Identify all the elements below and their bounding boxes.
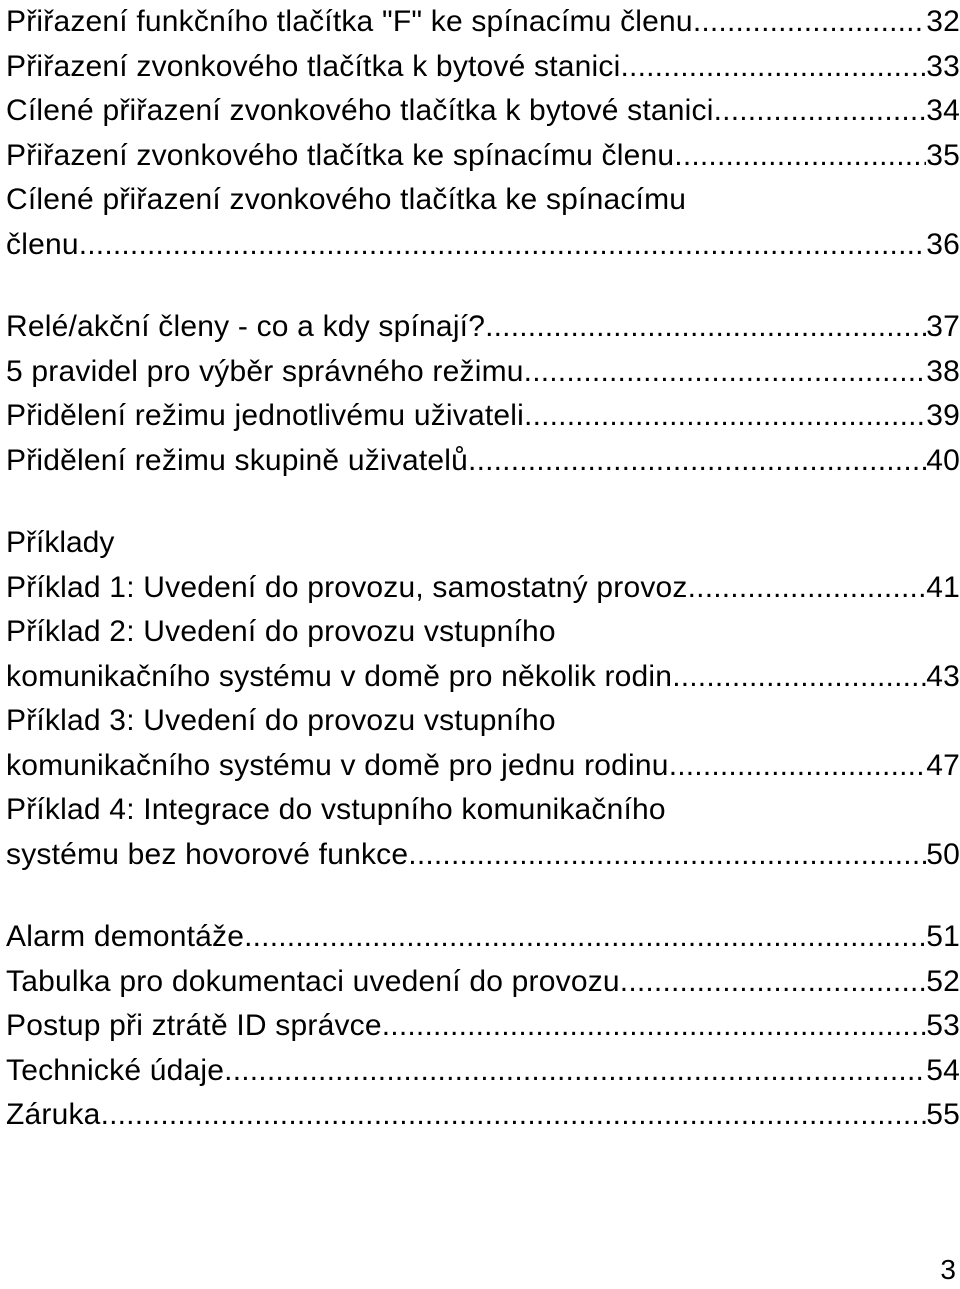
toc-entry-title-line-1: Příklad 4: Integrace do vstupního komunikačního	[6, 793, 666, 826]
toc-entry-title: Přiřazení funkčního tlačítka "F" ke spínacímu členu	[6, 5, 693, 38]
toc-leader-dots	[382, 1004, 926, 1049]
toc-leader-dots	[408, 833, 926, 878]
toc-entry-page: 35	[926, 138, 960, 172]
toc-entry-title: Přiřazení zvonkového tlačítka ke spínacímu členu	[6, 138, 675, 172]
toc-entry-page: 41	[926, 570, 960, 604]
toc-entry-page: 43	[926, 659, 960, 693]
toc-entry-title-line-1: Příklad 2: Uvedení do provozu vstupního	[6, 615, 556, 648]
toc-entry-title-line-2: systému bez hovorové funkce	[6, 837, 409, 871]
toc-entry-title: Přidělení režimu skupině uživatelů	[6, 443, 469, 477]
toc-entry-title: Přiřazení zvonkového tlačítka k bytové stanici	[6, 49, 621, 83]
toc-entry-page: 52	[926, 964, 960, 998]
toc-entry[interactable]	[6, 699, 960, 788]
toc-entry-page: 32	[926, 5, 960, 38]
toc-group-1	[6, 0, 960, 267]
toc-entry-title: Relé/akční členy - co a kdy spínají?	[6, 310, 486, 343]
toc-leader-dots	[224, 1049, 926, 1094]
toc-entry[interactable]	[6, 1049, 960, 1094]
toc-entry-page: 38	[926, 354, 960, 388]
toc-entry-page: 54	[926, 1053, 960, 1087]
toc-leader-dots	[669, 744, 927, 789]
toc-entry-title-line-1: Příklad 3: Uvedení do provozu vstupního	[6, 704, 556, 737]
toc-group-2	[6, 305, 960, 483]
table-of-contents	[6, 0, 960, 1138]
toc-entry-page: 36	[926, 227, 960, 261]
toc-entry[interactable]	[6, 610, 960, 699]
toc-entry-title: 5 pravidel pro výběr správného režimu	[6, 354, 524, 388]
toc-leader-dots	[693, 0, 926, 45]
toc-entry-page: 34	[926, 94, 960, 127]
toc-entry-title-line-2: komunikačního systému v domě pro několik rodin	[6, 659, 673, 693]
toc-entry-title-line-2: komunikačního systému v domě pro jednu rodinu	[6, 748, 669, 782]
toc-entry[interactable]	[6, 915, 960, 960]
section-spacer	[6, 267, 960, 305]
toc-entry-page: 51	[926, 920, 960, 953]
section-spacer	[6, 877, 960, 915]
toc-entry[interactable]	[6, 788, 960, 877]
toc-entry-page: 39	[926, 399, 960, 432]
toc-entry-title: Tabulka pro dokumentaci uvedení do provozu	[6, 964, 620, 998]
toc-entry-page: 47	[926, 748, 960, 782]
toc-entry-title-line-2: členu	[6, 227, 79, 261]
toc-leader-dots	[620, 960, 926, 1005]
toc-entry[interactable]	[6, 350, 960, 395]
toc-leader-dots	[714, 89, 927, 134]
toc-leader-dots	[672, 655, 926, 700]
toc-entry-title: Technické údaje	[6, 1053, 225, 1087]
section-spacer	[6, 483, 960, 521]
toc-group-4	[6, 915, 960, 1138]
toc-entry-page: 53	[926, 1009, 960, 1042]
toc-leader-dots	[674, 134, 926, 179]
toc-entry-title: Příklad 1: Uvedení do provozu, samostatný provoz	[6, 570, 688, 604]
toc-entry[interactable]	[6, 305, 960, 350]
toc-group-3	[6, 521, 960, 877]
toc-entry[interactable]	[6, 45, 960, 90]
toc-entry-page: 33	[926, 49, 960, 83]
toc-leader-dots	[688, 566, 927, 611]
toc-leader-dots	[524, 394, 926, 439]
toc-entry[interactable]	[6, 960, 960, 1005]
toc-leader-dots	[621, 45, 927, 90]
toc-entry-page: 40	[926, 443, 960, 477]
toc-entry[interactable]	[6, 134, 960, 179]
toc-entry-title: Záruka	[6, 1098, 101, 1131]
toc-leader-dots	[101, 1093, 927, 1138]
toc-entry[interactable]	[6, 0, 960, 45]
toc-entry[interactable]	[6, 89, 960, 134]
toc-leader-dots	[244, 915, 926, 960]
section-heading: Příklady	[6, 526, 115, 559]
toc-entry-title: Cílené přiřazení zvonkového tlačítka k bytové stanici	[6, 94, 714, 127]
toc-leader-dots	[79, 223, 927, 268]
toc-entry[interactable]	[6, 439, 960, 484]
toc-entry-title: Alarm demontáže	[6, 920, 245, 953]
toc-entry-title: Postup při ztrátě ID správce	[6, 1009, 382, 1042]
toc-leader-dots	[485, 305, 926, 350]
toc-leader-dots	[468, 439, 926, 484]
toc-entry[interactable]	[6, 1004, 960, 1049]
page-number: 3	[940, 1254, 956, 1285]
toc-entry[interactable]	[6, 394, 960, 439]
toc-entry-page: 55	[926, 1098, 960, 1131]
toc-entry-page: 50	[926, 837, 960, 871]
toc-entry[interactable]	[6, 178, 960, 267]
toc-entry-title: Přidělení režimu jednotlivému uživateli	[6, 399, 525, 432]
toc-entry-title-line-1: Cílené přiřazení zvonkového tlačítka ke spínacímu	[6, 183, 687, 216]
toc-entry[interactable]	[6, 1093, 960, 1138]
toc-leader-dots	[524, 350, 927, 395]
toc-entry[interactable]	[6, 566, 960, 611]
toc-entry-page: 37	[926, 310, 960, 343]
